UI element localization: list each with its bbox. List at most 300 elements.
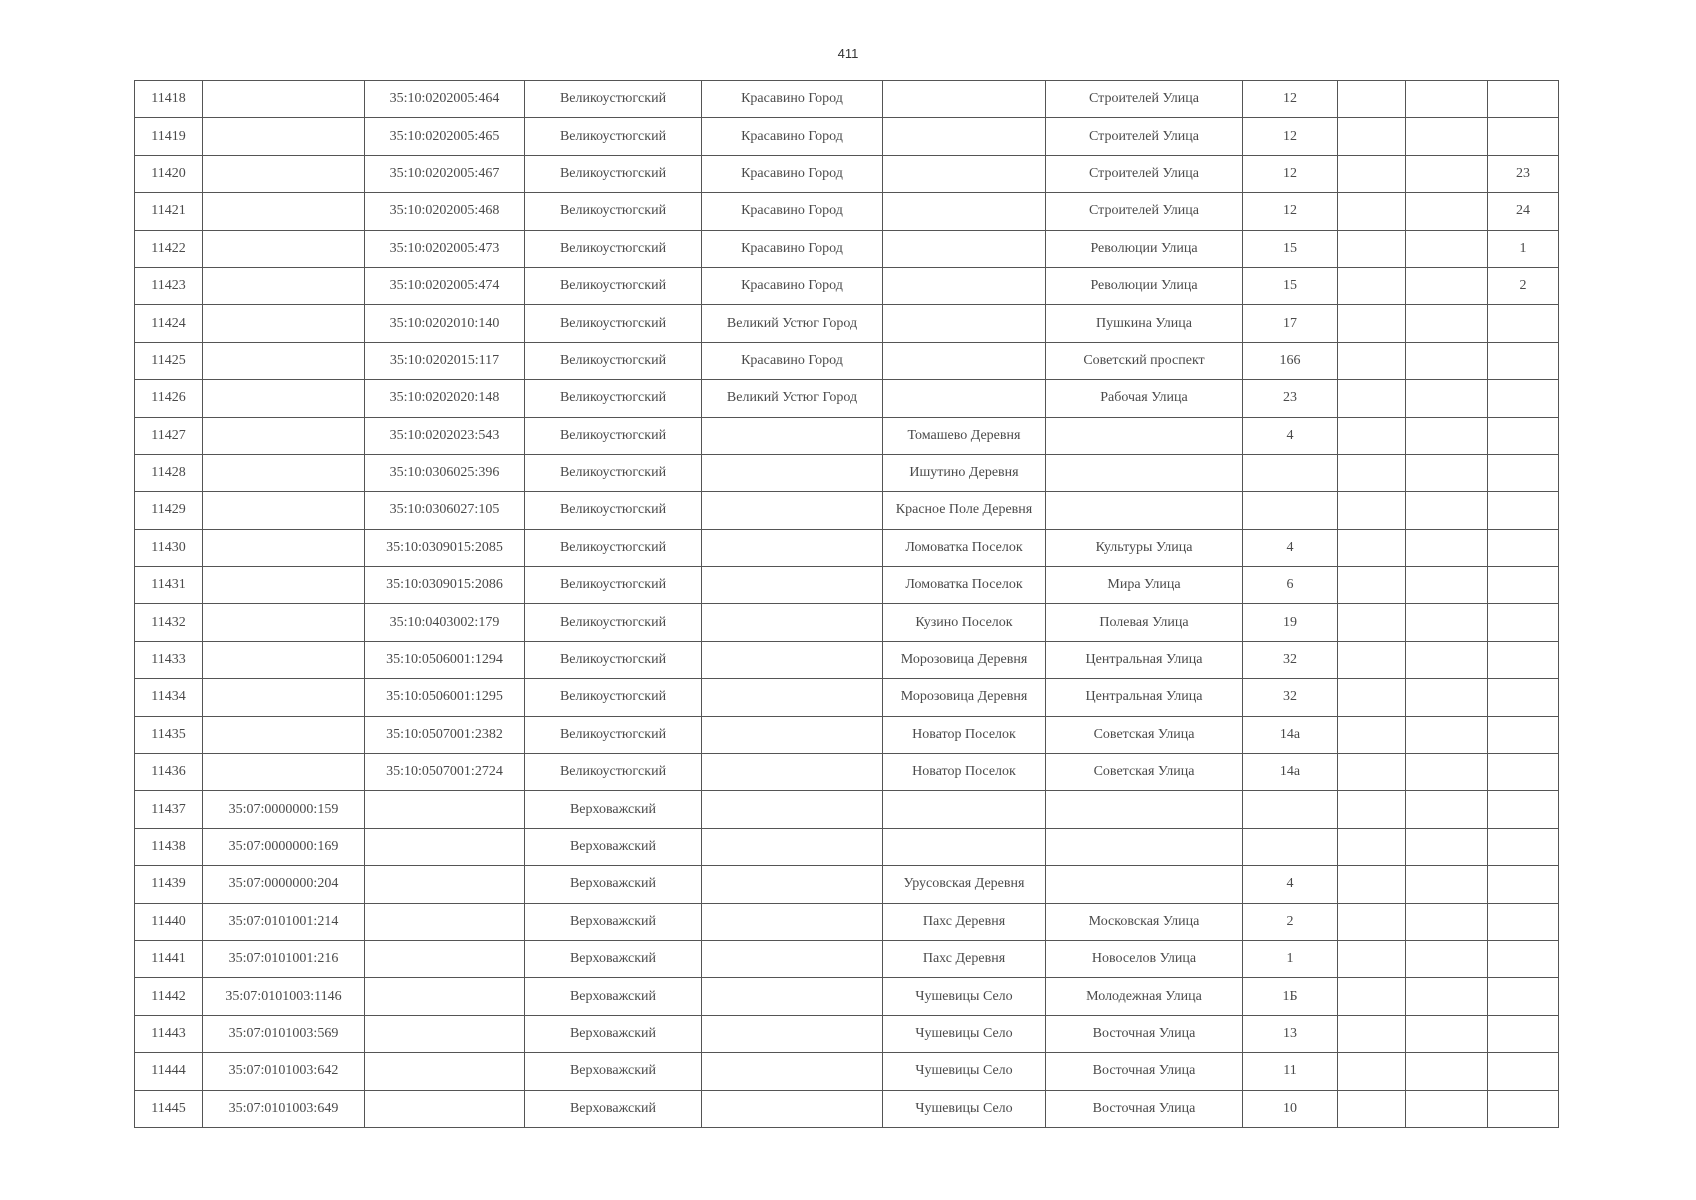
cell-cadastral-number-district [203, 604, 365, 641]
cell-row-number: 11437 [135, 791, 203, 828]
cell-building [1338, 604, 1406, 641]
cell-apartment [1488, 754, 1559, 791]
cell-street: Советский проспект [1046, 342, 1243, 379]
cell-house: 11 [1243, 1053, 1338, 1090]
cell-street: Мира Улица [1046, 567, 1243, 604]
cell-apartment [1488, 604, 1559, 641]
cell-row-number: 11431 [135, 567, 203, 604]
cell-district: Великоустюгский [525, 81, 702, 118]
cell-cadastral-number: 35:10:0506001:1295 [365, 679, 525, 716]
cell-street: Пушкина Улица [1046, 305, 1243, 342]
cell-apartment [1488, 1090, 1559, 1127]
cell-cadastral-number-district [203, 754, 365, 791]
cell-structure [1406, 604, 1488, 641]
cell-city [702, 567, 883, 604]
cell-structure [1406, 828, 1488, 865]
cell-house: 13 [1243, 1015, 1338, 1052]
cell-street: Строителей Улица [1046, 193, 1243, 230]
cell-district: Верховажский [525, 903, 702, 940]
cell-city [702, 1053, 883, 1090]
register-body [135, 81, 1559, 1128]
cell-house: 23 [1243, 380, 1338, 417]
table-row [135, 492, 1559, 529]
table-row [135, 342, 1559, 379]
table-row [135, 1015, 1559, 1052]
cell-cadastral-number [365, 978, 525, 1015]
cell-district: Великоустюгский [525, 155, 702, 192]
cell-apartment [1488, 978, 1559, 1015]
cell-structure [1406, 380, 1488, 417]
cell-row-number: 11429 [135, 492, 203, 529]
cell-street: Восточная Улица [1046, 1053, 1243, 1090]
cell-street: Строителей Улица [1046, 81, 1243, 118]
cell-city [702, 791, 883, 828]
table-row [135, 754, 1559, 791]
cell-cadastral-number-district [203, 567, 365, 604]
table-row [135, 604, 1559, 641]
cell-city [702, 716, 883, 753]
cell-row-number: 11428 [135, 454, 203, 491]
cell-house: 4 [1243, 529, 1338, 566]
cell-district: Великоустюгский [525, 305, 702, 342]
cell-settlement [883, 305, 1046, 342]
cell-cadastral-number-district [203, 230, 365, 267]
cell-district: Великоустюгский [525, 679, 702, 716]
cell-street: Молодежная Улица [1046, 978, 1243, 1015]
cell-street [1046, 454, 1243, 491]
cell-street: Центральная Улица [1046, 641, 1243, 678]
cell-street [1046, 866, 1243, 903]
cell-row-number: 11440 [135, 903, 203, 940]
cell-row-number: 11443 [135, 1015, 203, 1052]
cell-structure [1406, 903, 1488, 940]
table-row [135, 193, 1559, 230]
cell-building [1338, 81, 1406, 118]
table-row [135, 155, 1559, 192]
cell-building [1338, 454, 1406, 491]
cell-district: Великоустюгский [525, 641, 702, 678]
cell-district: Великоустюгский [525, 118, 702, 155]
cell-building [1338, 230, 1406, 267]
cell-apartment: 1 [1488, 230, 1559, 267]
cell-apartment [1488, 529, 1559, 566]
cell-structure [1406, 454, 1488, 491]
table-row [135, 454, 1559, 491]
cell-building [1338, 1015, 1406, 1052]
cell-building [1338, 193, 1406, 230]
cell-building [1338, 267, 1406, 304]
property-register-table [134, 80, 1559, 1128]
cell-building [1338, 342, 1406, 379]
cell-cadastral-number [365, 1053, 525, 1090]
cell-house: 10 [1243, 1090, 1338, 1127]
cell-settlement: Урусовская Деревня [883, 866, 1046, 903]
cell-cadastral-number-district [203, 342, 365, 379]
cell-cadastral-number: 35:10:0202023:543 [365, 417, 525, 454]
table-row [135, 940, 1559, 977]
cell-district: Верховажский [525, 1053, 702, 1090]
cell-cadastral-number: 35:10:0506001:1294 [365, 641, 525, 678]
cell-cadastral-number-district [203, 305, 365, 342]
cell-city [702, 604, 883, 641]
table-row [135, 828, 1559, 865]
cell-street: Новоселов Улица [1046, 940, 1243, 977]
cell-city [702, 754, 883, 791]
cell-settlement: Пахс Деревня [883, 903, 1046, 940]
cell-building [1338, 417, 1406, 454]
cell-house: 1 [1243, 940, 1338, 977]
cell-building [1338, 754, 1406, 791]
cell-row-number: 11442 [135, 978, 203, 1015]
cell-house: 1Б [1243, 978, 1338, 1015]
cell-apartment: 2 [1488, 267, 1559, 304]
cell-district: Великоустюгский [525, 230, 702, 267]
cell-building [1338, 305, 1406, 342]
cell-street [1046, 791, 1243, 828]
cell-settlement: Ломоватка Поселок [883, 529, 1046, 566]
cell-cadastral-number: 35:10:0202020:148 [365, 380, 525, 417]
cell-settlement [883, 118, 1046, 155]
cell-building [1338, 940, 1406, 977]
cell-city [702, 492, 883, 529]
cell-row-number: 11426 [135, 380, 203, 417]
cell-building [1338, 641, 1406, 678]
cell-cadastral-number-district: 35:07:0000000:169 [203, 828, 365, 865]
cell-cadastral-number-district [203, 641, 365, 678]
table-row [135, 978, 1559, 1015]
cell-structure [1406, 155, 1488, 192]
cell-settlement: Чушевицы Село [883, 1053, 1046, 1090]
cell-apartment [1488, 567, 1559, 604]
cell-building [1338, 978, 1406, 1015]
cell-cadastral-number-district: 35:07:0101001:216 [203, 940, 365, 977]
cell-row-number: 11427 [135, 417, 203, 454]
cell-house: 6 [1243, 567, 1338, 604]
cell-city: Красавино Город [702, 81, 883, 118]
cell-building [1338, 716, 1406, 753]
cell-structure [1406, 791, 1488, 828]
cell-city: Красавино Город [702, 155, 883, 192]
cell-street [1046, 417, 1243, 454]
cell-row-number: 11445 [135, 1090, 203, 1127]
cell-structure [1406, 978, 1488, 1015]
cell-apartment [1488, 305, 1559, 342]
cell-house [1243, 454, 1338, 491]
cell-apartment [1488, 454, 1559, 491]
cell-cadastral-number [365, 866, 525, 903]
cell-street: Советская Улица [1046, 754, 1243, 791]
cell-house: 15 [1243, 230, 1338, 267]
page-number: 411 [837, 46, 859, 61]
cell-city [702, 866, 883, 903]
cell-district: Верховажский [525, 1015, 702, 1052]
cell-district: Великоустюгский [525, 380, 702, 417]
cell-row-number: 11430 [135, 529, 203, 566]
cell-district: Великоустюгский [525, 529, 702, 566]
cell-cadastral-number-district [203, 81, 365, 118]
table-row [135, 1053, 1559, 1090]
cell-city: Красавино Город [702, 267, 883, 304]
cell-house: 166 [1243, 342, 1338, 379]
cell-settlement: Красное Поле Деревня [883, 492, 1046, 529]
cell-city: Великий Устюг Город [702, 305, 883, 342]
cell-settlement [883, 267, 1046, 304]
cell-apartment [1488, 791, 1559, 828]
cell-street: Культуры Улица [1046, 529, 1243, 566]
cell-apartment [1488, 492, 1559, 529]
cell-apartment [1488, 342, 1559, 379]
cell-street: Революции Улица [1046, 267, 1243, 304]
cell-cadastral-number-district [203, 529, 365, 566]
cell-street: Рабочая Улица [1046, 380, 1243, 417]
cell-structure [1406, 1053, 1488, 1090]
cell-district: Верховажский [525, 791, 702, 828]
cell-house [1243, 791, 1338, 828]
cell-settlement [883, 81, 1046, 118]
cell-settlement [883, 155, 1046, 192]
cell-cadastral-number-district [203, 193, 365, 230]
table-row [135, 380, 1559, 417]
cell-structure [1406, 529, 1488, 566]
cell-city: Великий Устюг Город [702, 380, 883, 417]
cell-settlement: Морозовица Деревня [883, 679, 1046, 716]
cell-cadastral-number: 35:10:0507001:2382 [365, 716, 525, 753]
cell-building [1338, 828, 1406, 865]
cell-cadastral-number-district [203, 118, 365, 155]
cell-apartment [1488, 380, 1559, 417]
cell-structure [1406, 193, 1488, 230]
cell-house [1243, 492, 1338, 529]
cell-building [1338, 492, 1406, 529]
cell-row-number: 11420 [135, 155, 203, 192]
cell-building [1338, 529, 1406, 566]
cell-district: Верховажский [525, 866, 702, 903]
cell-settlement: Ломоватка Поселок [883, 567, 1046, 604]
cell-cadastral-number: 35:10:0202005:474 [365, 267, 525, 304]
cell-row-number: 11439 [135, 866, 203, 903]
cell-structure [1406, 1090, 1488, 1127]
cell-house: 14а [1243, 754, 1338, 791]
cell-structure [1406, 716, 1488, 753]
cell-city [702, 641, 883, 678]
cell-house: 4 [1243, 866, 1338, 903]
table-row [135, 305, 1559, 342]
cell-cadastral-number: 35:10:0309015:2086 [365, 567, 525, 604]
cell-house: 15 [1243, 267, 1338, 304]
table-row [135, 903, 1559, 940]
cell-district: Великоустюгский [525, 567, 702, 604]
cell-house: 12 [1243, 118, 1338, 155]
cell-settlement: Чушевицы Село [883, 978, 1046, 1015]
cell-building [1338, 1053, 1406, 1090]
cell-street: Строителей Улица [1046, 118, 1243, 155]
cell-cadastral-number-district: 35:07:0101001:214 [203, 903, 365, 940]
cell-cadastral-number: 35:10:0403002:179 [365, 604, 525, 641]
cell-structure [1406, 81, 1488, 118]
cell-street: Советская Улица [1046, 716, 1243, 753]
cell-district: Великоустюгский [525, 716, 702, 753]
cell-district: Верховажский [525, 1090, 702, 1127]
cell-cadastral-number-district: 35:07:0101003:569 [203, 1015, 365, 1052]
table-row [135, 230, 1559, 267]
cell-settlement: Пахс Деревня [883, 940, 1046, 977]
cell-cadastral-number-district: 35:07:0101003:1146 [203, 978, 365, 1015]
cell-city [702, 940, 883, 977]
cell-row-number: 11441 [135, 940, 203, 977]
cell-settlement [883, 193, 1046, 230]
cell-cadastral-number-district [203, 380, 365, 417]
cell-district: Великоустюгский [525, 193, 702, 230]
cell-city [702, 978, 883, 1015]
cell-apartment [1488, 417, 1559, 454]
cell-district: Великоустюгский [525, 417, 702, 454]
cell-structure [1406, 118, 1488, 155]
cell-apartment [1488, 118, 1559, 155]
table-row [135, 267, 1559, 304]
cell-street: Восточная Улица [1046, 1015, 1243, 1052]
cell-structure [1406, 1015, 1488, 1052]
cell-cadastral-number: 35:10:0202015:117 [365, 342, 525, 379]
cell-row-number: 11419 [135, 118, 203, 155]
table-row [135, 641, 1559, 678]
cell-cadastral-number-district [203, 679, 365, 716]
cell-structure [1406, 305, 1488, 342]
cell-city: Красавино Город [702, 342, 883, 379]
cell-city [702, 529, 883, 566]
cell-district: Великоустюгский [525, 754, 702, 791]
cell-district: Великоустюгский [525, 342, 702, 379]
cell-structure [1406, 679, 1488, 716]
cell-apartment [1488, 940, 1559, 977]
cell-city [702, 903, 883, 940]
table-row [135, 529, 1559, 566]
cell-street [1046, 492, 1243, 529]
cell-cadastral-number [365, 1015, 525, 1052]
cell-building [1338, 380, 1406, 417]
cell-street: Центральная Улица [1046, 679, 1243, 716]
cell-cadastral-number: 35:10:0202005:467 [365, 155, 525, 192]
cell-cadastral-number: 35:10:0202005:473 [365, 230, 525, 267]
cell-house: 12 [1243, 81, 1338, 118]
cell-city: Красавино Город [702, 193, 883, 230]
cell-apartment [1488, 903, 1559, 940]
cell-district: Великоустюгский [525, 454, 702, 491]
cell-building [1338, 791, 1406, 828]
cell-street [1046, 828, 1243, 865]
cell-city: Красавино Город [702, 230, 883, 267]
table-row [135, 866, 1559, 903]
cell-cadastral-number-district [203, 454, 365, 491]
cell-apartment: 24 [1488, 193, 1559, 230]
cell-district: Верховажский [525, 940, 702, 977]
table-row [135, 791, 1559, 828]
cell-apartment: 23 [1488, 155, 1559, 192]
cell-house: 32 [1243, 641, 1338, 678]
cell-street: Революции Улица [1046, 230, 1243, 267]
cell-row-number: 11435 [135, 716, 203, 753]
cell-district: Великоустюгский [525, 492, 702, 529]
cell-district: Великоустюгский [525, 604, 702, 641]
cell-row-number: 11438 [135, 828, 203, 865]
cell-structure [1406, 567, 1488, 604]
cell-settlement: Новатор Поселок [883, 716, 1046, 753]
cell-building [1338, 155, 1406, 192]
cell-city [702, 679, 883, 716]
cell-cadastral-number [365, 903, 525, 940]
cell-house: 17 [1243, 305, 1338, 342]
cell-apartment [1488, 716, 1559, 753]
cell-district: Великоустюгский [525, 267, 702, 304]
cell-cadastral-number-district [203, 417, 365, 454]
cell-cadastral-number-district: 35:07:0101003:649 [203, 1090, 365, 1127]
cell-cadastral-number-district: 35:07:0000000:159 [203, 791, 365, 828]
cell-city [702, 454, 883, 491]
cell-settlement: Томашево Деревня [883, 417, 1046, 454]
cell-street: Полевая Улица [1046, 604, 1243, 641]
cell-structure [1406, 342, 1488, 379]
table-row [135, 1090, 1559, 1127]
cell-building [1338, 1090, 1406, 1127]
cell-structure [1406, 230, 1488, 267]
cell-apartment [1488, 828, 1559, 865]
cell-settlement [883, 380, 1046, 417]
cell-cadastral-number-district [203, 155, 365, 192]
cell-structure [1406, 866, 1488, 903]
cell-cadastral-number: 35:10:0202005:464 [365, 81, 525, 118]
cell-row-number: 11421 [135, 193, 203, 230]
cell-settlement [883, 230, 1046, 267]
table-row [135, 81, 1559, 118]
cell-cadastral-number [365, 1090, 525, 1127]
cell-city [702, 1090, 883, 1127]
cell-district: Верховажский [525, 828, 702, 865]
cell-district: Верховажский [525, 978, 702, 1015]
cell-settlement: Морозовица Деревня [883, 641, 1046, 678]
cell-cadastral-number: 35:10:0306025:396 [365, 454, 525, 491]
cell-structure [1406, 417, 1488, 454]
cell-structure [1406, 267, 1488, 304]
cell-cadastral-number: 35:10:0507001:2724 [365, 754, 525, 791]
cell-building [1338, 567, 1406, 604]
cell-structure [1406, 940, 1488, 977]
cell-settlement: Кузино Поселок [883, 604, 1046, 641]
cell-city: Красавино Город [702, 118, 883, 155]
cell-row-number: 11422 [135, 230, 203, 267]
cell-cadastral-number: 35:10:0309015:2085 [365, 529, 525, 566]
cell-structure [1406, 641, 1488, 678]
cell-cadastral-number: 35:10:0202005:465 [365, 118, 525, 155]
table-row [135, 567, 1559, 604]
cell-cadastral-number-district [203, 716, 365, 753]
cell-settlement [883, 791, 1046, 828]
cell-settlement: Новатор Поселок [883, 754, 1046, 791]
cell-structure [1406, 492, 1488, 529]
cell-row-number: 11418 [135, 81, 203, 118]
cell-cadastral-number [365, 940, 525, 977]
cell-house: 12 [1243, 193, 1338, 230]
cell-settlement [883, 828, 1046, 865]
cell-house: 2 [1243, 903, 1338, 940]
cell-settlement: Чушевицы Село [883, 1090, 1046, 1127]
cell-apartment [1488, 1015, 1559, 1052]
table-row [135, 679, 1559, 716]
cell-row-number: 11432 [135, 604, 203, 641]
cell-cadastral-number-district: 35:07:0000000:204 [203, 866, 365, 903]
cell-house: 4 [1243, 417, 1338, 454]
cell-settlement [883, 342, 1046, 379]
cell-row-number: 11436 [135, 754, 203, 791]
cell-building [1338, 866, 1406, 903]
